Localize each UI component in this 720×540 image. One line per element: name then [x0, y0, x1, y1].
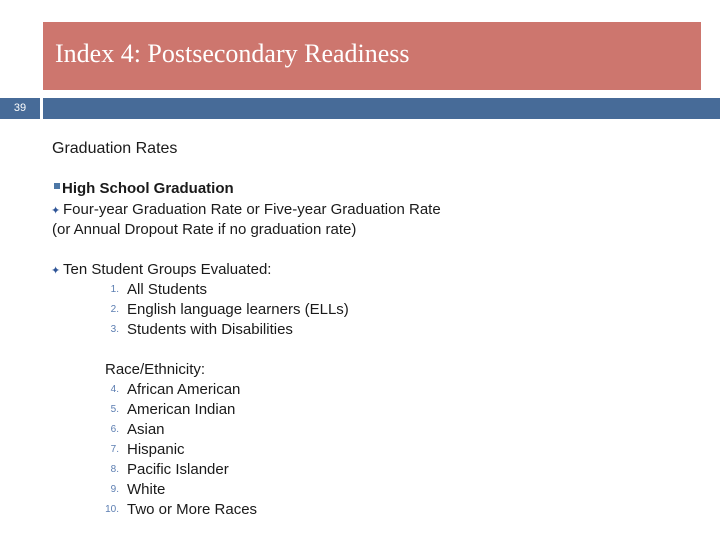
list-item: Two or More Races	[127, 501, 258, 518]
bullet2: Ten Student Groups Evaluated:	[63, 261, 272, 278]
bullet1-line1: Four-year Graduation Rate or Five-year Graduation Rate	[63, 201, 441, 218]
list-number: 8.	[110, 464, 119, 475]
list-item: Hispanic	[127, 441, 185, 458]
list-number: 1.	[110, 284, 119, 295]
list-number: 4.	[110, 384, 119, 395]
page-bar	[43, 98, 720, 119]
star-bullet-icon: ✦	[51, 205, 61, 217]
list-item: American Indian	[127, 401, 236, 418]
list-item: African American	[127, 381, 241, 398]
title-band	[43, 22, 701, 90]
list-number: 7.	[110, 444, 119, 455]
list-number: 3.	[110, 324, 119, 335]
bullet1-line2: (or Annual Dropout Rate if no graduation rate)	[52, 221, 357, 238]
list-number: 2.	[110, 304, 119, 315]
section-heading: Graduation Rates	[52, 140, 178, 157]
list-item: Asian	[127, 421, 165, 438]
list-number: 9.	[110, 484, 119, 495]
list-number: 6.	[110, 424, 119, 435]
list-item: All Students	[127, 281, 208, 298]
page-number-box	[0, 98, 40, 119]
page-number: 39	[13, 102, 27, 114]
race-heading: Race/Ethnicity:	[105, 361, 206, 378]
list-number: 5.	[110, 404, 119, 415]
star-bullet-icon: ✦	[51, 265, 61, 277]
list-item: English language learners (ELLs)	[127, 301, 349, 318]
list-item: Students with Disabilities	[127, 321, 293, 338]
square-bullet-icon	[54, 183, 60, 189]
list-item: Pacific Islander	[127, 461, 229, 478]
subheading: High School Graduation	[62, 180, 234, 197]
list-item: White	[127, 481, 166, 498]
slide-title: Index 4: Postsecondary Readiness	[55, 39, 410, 68]
list-number: 10.	[105, 504, 119, 515]
